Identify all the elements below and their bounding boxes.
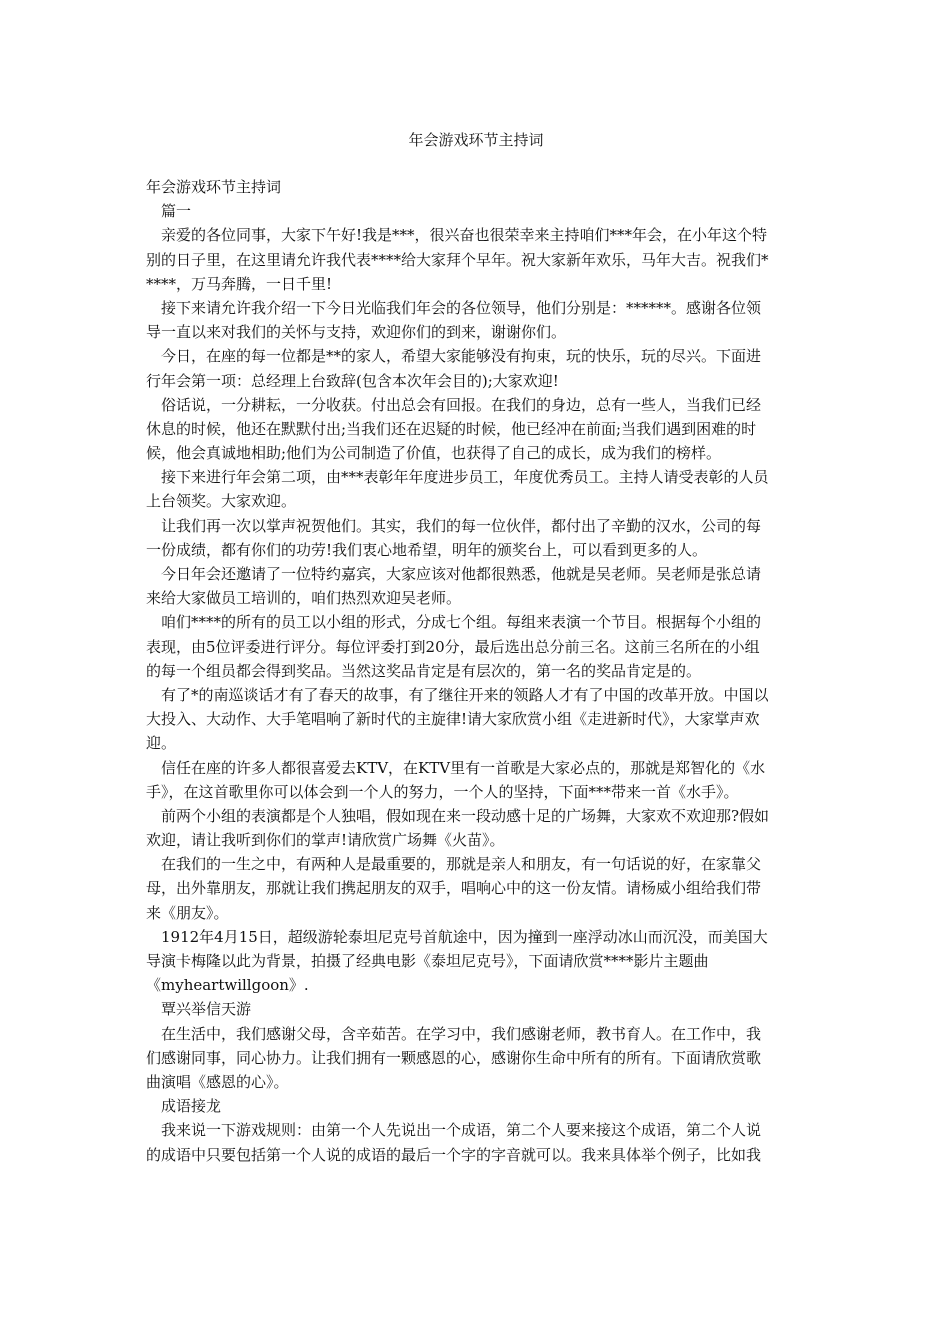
text-line: 上台领奖。大家欢迎。 [146,492,297,511]
text-line: 1912年4月15日，超级游轮泰坦尼克号首航途中，因为撞到一座浮动冰山而沉没，而美国大 [161,927,768,946]
text-line: 导一直以来对我们的关怀与支持，欢迎你们的到来，谢谢你们。 [146,323,567,342]
text-line: 今日年会还邀请了一位特约嘉宾，大家应该对他都很熟悉，他就是吴老师。吴老师是张总请 [161,565,762,583]
text-line: 今日，在座的每一位都是**的家人，希望大家能够没有拘束，玩的快乐，玩的尽兴。下面进 [161,347,762,366]
text-line: 信任在座的许多人都很喜爱去KTV，在KTV里有一首歌是大家必点的，那就是郑智化的《水 [161,758,766,777]
text-line: 在我们的一生之中，有两种人是最重要的，那就是亲人和朋友，有一句话说的好，在家靠父 [161,855,762,874]
text-line: 表现，由5位评委进行评分。每位评委打到20分，最后选出总分前三名。这前三名所在的小组 [146,637,760,656]
text-line: 前两个小组的表演都是个人独唱，假如现在来一段动感十足的广场舞，大家欢不欢迎那?假如 [161,806,770,825]
document-body [146,175,806,1167]
text-line: 在生活中，我们感谢父母，含辛茹苦。在学习中，我们感谢老师，教书育人。在工作中，我 [161,1024,762,1043]
text-line: 一份成绩，都有你们的功劳!我们衷心地希望，明年的颁奖台上，可以看到更多的人。 [146,540,708,559]
text-line: 的每一个组员都会得到奖品。当然这奖品肯定是有层次的，第一名的奖品肯定是的。 [146,661,702,680]
text-line: 接下来进行年会第二项，由***表彰年年度进步员工，年度优秀员工。主持人请受表彰的人员 [161,468,769,487]
text-line: 别的日子里，在这里请允许我代表****给大家拜个早年。祝大家新年欢乐，马年大吉。祝我们* [146,250,769,269]
text-line: 曲演唱《感恩的心》。 [146,1072,289,1091]
text-line: 《myheartwillgoon》. [146,976,309,995]
text-line: 成语接龙 [161,1097,222,1116]
text-line: 休息的时候，他还在默默付出;当我们还在迟疑的时候，他已经冲在前面;当我们遇到困难的时 [146,419,757,438]
text-line: 年会游戏环节主持词 [146,178,282,196]
text-line: 俗话说，一分耕耘，一分收获。付出总会有回报。在我们的身边，总有一些人，当我们已经 [161,395,762,414]
text-line: 母，出外靠朋友，那就让我们携起朋友的双手，唱响心中的这一份友情。请杨威小组给我们带 [146,879,762,898]
text-line: 来《朋友》。 [146,903,229,922]
text-line: 大投入、大动作、大手笔唱响了新时代的主旋律!请大家欣赏小组《走进新时代》，大家掌声欢 [146,710,760,729]
text-line: 欢迎，请让我听到你们的掌声!请欣赏广场舞《火苗》。 [146,831,505,850]
text-line: 让我们再一次以掌声祝贺他们。其实，我们的每一位伙伴，都付出了辛勤的汉水，公司的每 [161,516,762,535]
text-line: 亲爱的各位同事，大家下午好!我是***，很兴奋也很荣幸来主持咱们***年会，在小年这个特 [161,226,768,245]
text-line: 有了*的南巡谈话才有了春天的故事，有了继往开来的领路人才有了中国的改革开放。中国以 [161,685,769,704]
text-line: 篇一 [161,202,192,221]
text-line: ****，万马奔腾，一日千里! [146,274,333,293]
text-line: 的成语中只要包括第一个人说的成语的最后一个字的字音就可以。我来具体举个例子，比如我 [146,1145,762,1164]
text-line: 来给大家做员工培训的，咱们热烈欢迎吴老师。 [146,589,462,608]
text-line: 接下来请允许我介绍一下今日光临我们年会的各位领导，他们分别是：******。感谢各位领 [161,298,762,317]
text-line: 手》，在这首歌里你可以体会到一个人的努力，一个人的坚持，下面***带来一首《水手》。 [146,782,739,801]
text-line: 我来说一下游戏规则：由第一个人先说出一个成语，第二个人要来接这个成语，第二个人说 [161,1121,762,1140]
text-line: 迎。 [146,734,177,753]
text-line: 覃兴举信天游 [161,1000,252,1019]
text-line: 导演卡梅隆以此为背景，拍摄了经典电影《泰坦尼克号》，下面请欣赏****影片主题曲 [146,952,709,970]
text-line: 候，他会真诚地相助;他们为公司制造了价值，也获得了自己的成长，成为我们的榜样。 [146,444,722,463]
text-line: 们感谢同事，同心协力。让我们拥有一颗感恩的心，感谢你生命中所有的所有。下面请欣赏歌 [146,1048,762,1067]
text-line: 咱们****的所有的员工以小组的形式，分成七个组。每组来表演一个节目。根据每个小组的 [161,613,762,632]
document-title: 年会游戏环节主持词 [408,131,544,149]
text-line: 行年会第一项：总经理上台致辞(包含本次年会目的);大家欢迎! [146,371,559,390]
